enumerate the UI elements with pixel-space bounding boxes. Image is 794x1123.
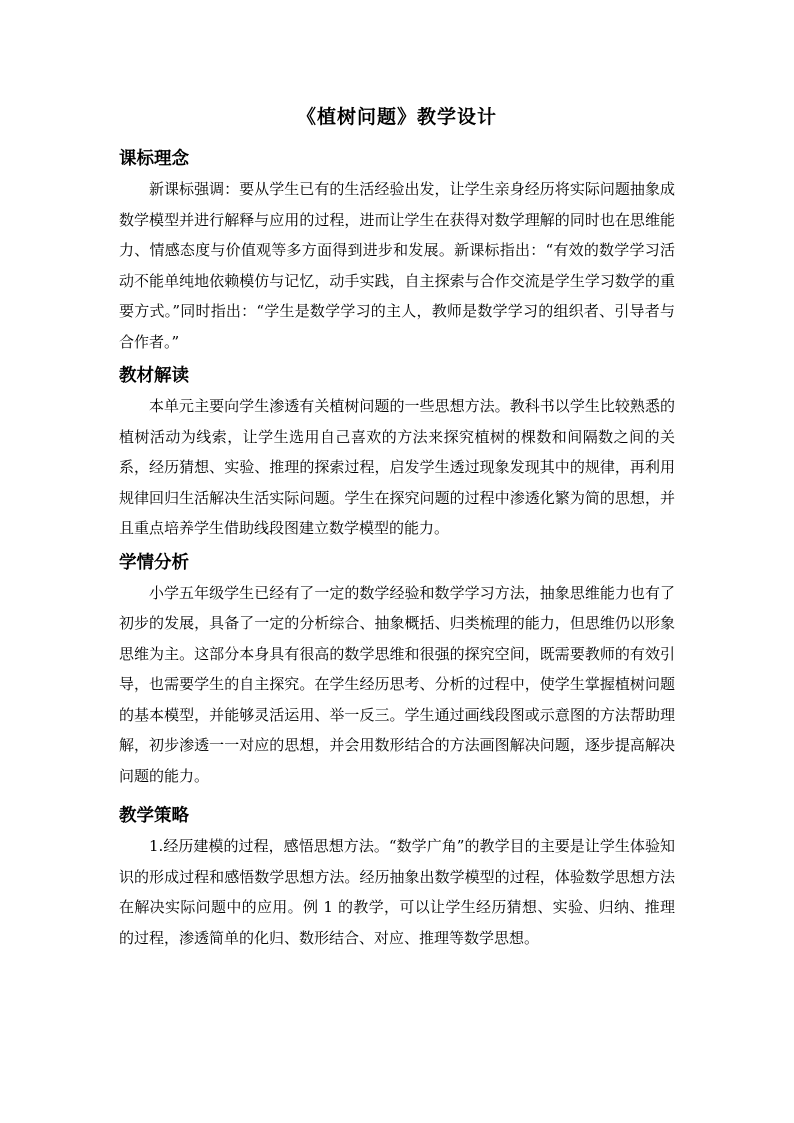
section-curriculum-concept xyxy=(119,146,675,357)
section-heading: 学情分析 xyxy=(119,552,189,573)
document-title: 《植树问题》教学设计 xyxy=(296,106,497,128)
section-paragraph: 1.经历建模的过程，感悟思想方法。“数学广角”的教学目的主要是让学生体验知识的形成过程和感悟数学思想方法。经历抽象出数学模型的过程，体验数学思想方法在解决实际问题中的应用。例 1 的教学，可以让学生经历猜想、实验、归纳、推理的过程，渗透简单的化归、数形结合、对应、推理等数学思想。 xyxy=(119,837,675,947)
section-heading: 课标理念 xyxy=(119,149,189,169)
document-body xyxy=(119,146,675,953)
section-textbook-analysis xyxy=(119,363,675,544)
section-heading: 教材解读 xyxy=(119,366,189,386)
section-learner-analysis xyxy=(119,550,675,792)
section-paragraph: 新课标强调：要从学生已有的生活经验出发，让学生亲身经历将实际问题抽象成数学模型并进行解释与应用的过程，进而让学生在获得对数学理解的同时也在思维能力、情感态度与价值观等多方面得到进步和发展。新课标指出：“有效的数学学习活动不能单纯地依赖模仿与记忆，动手实践，自主探索与合作交流是学生学习数学的重要方式。”同时指出：“学生是数学学习的主人，教师是数学学习的组织者、引导者与合作者。” xyxy=(119,180,675,351)
section-heading: 教学策略 xyxy=(119,806,189,826)
section-teaching-strategy xyxy=(119,803,675,953)
section-paragraph: 小学五年级学生已经有了一定的数学经验和数学学习方法，抽象思维能力也有了初步的发展，具备了一定的分析综合、抽象概括、归类梳理的能力，但思维仍以形象思维为主。这部分本身具有很高的数学思维和很强的探究空间，既需要教师的有效引导，也需要学生的自主探究。在学生经历思考、分析的过程中，使学生掌握植树问题的基本模型，并能够灵活运用、举一反三。学生通过画线段图或示意图的方法帮助理解，初步渗透一一对应的思想，并会用数形结合的方法画图解决问题，逐步提高解决问题的能力。 xyxy=(119,583,675,785)
section-paragraph: 本单元主要向学生渗透有关植树问题的一些思想方法。教科书以学生比较熟悉的植树活动为线索，让学生选用自己喜欢的方法来探究植树的棵数和间隔数之间的关系，经历猜想、实验、推理的探索过程，启发学生透过现象发现其中的规律，再利用规律回归生活解决生活实际问题。学生在探究问题的过程中渗透化繁为简的思想，并且重点培养学生借助线段图建立数学模型的能力。 xyxy=(119,397,675,537)
